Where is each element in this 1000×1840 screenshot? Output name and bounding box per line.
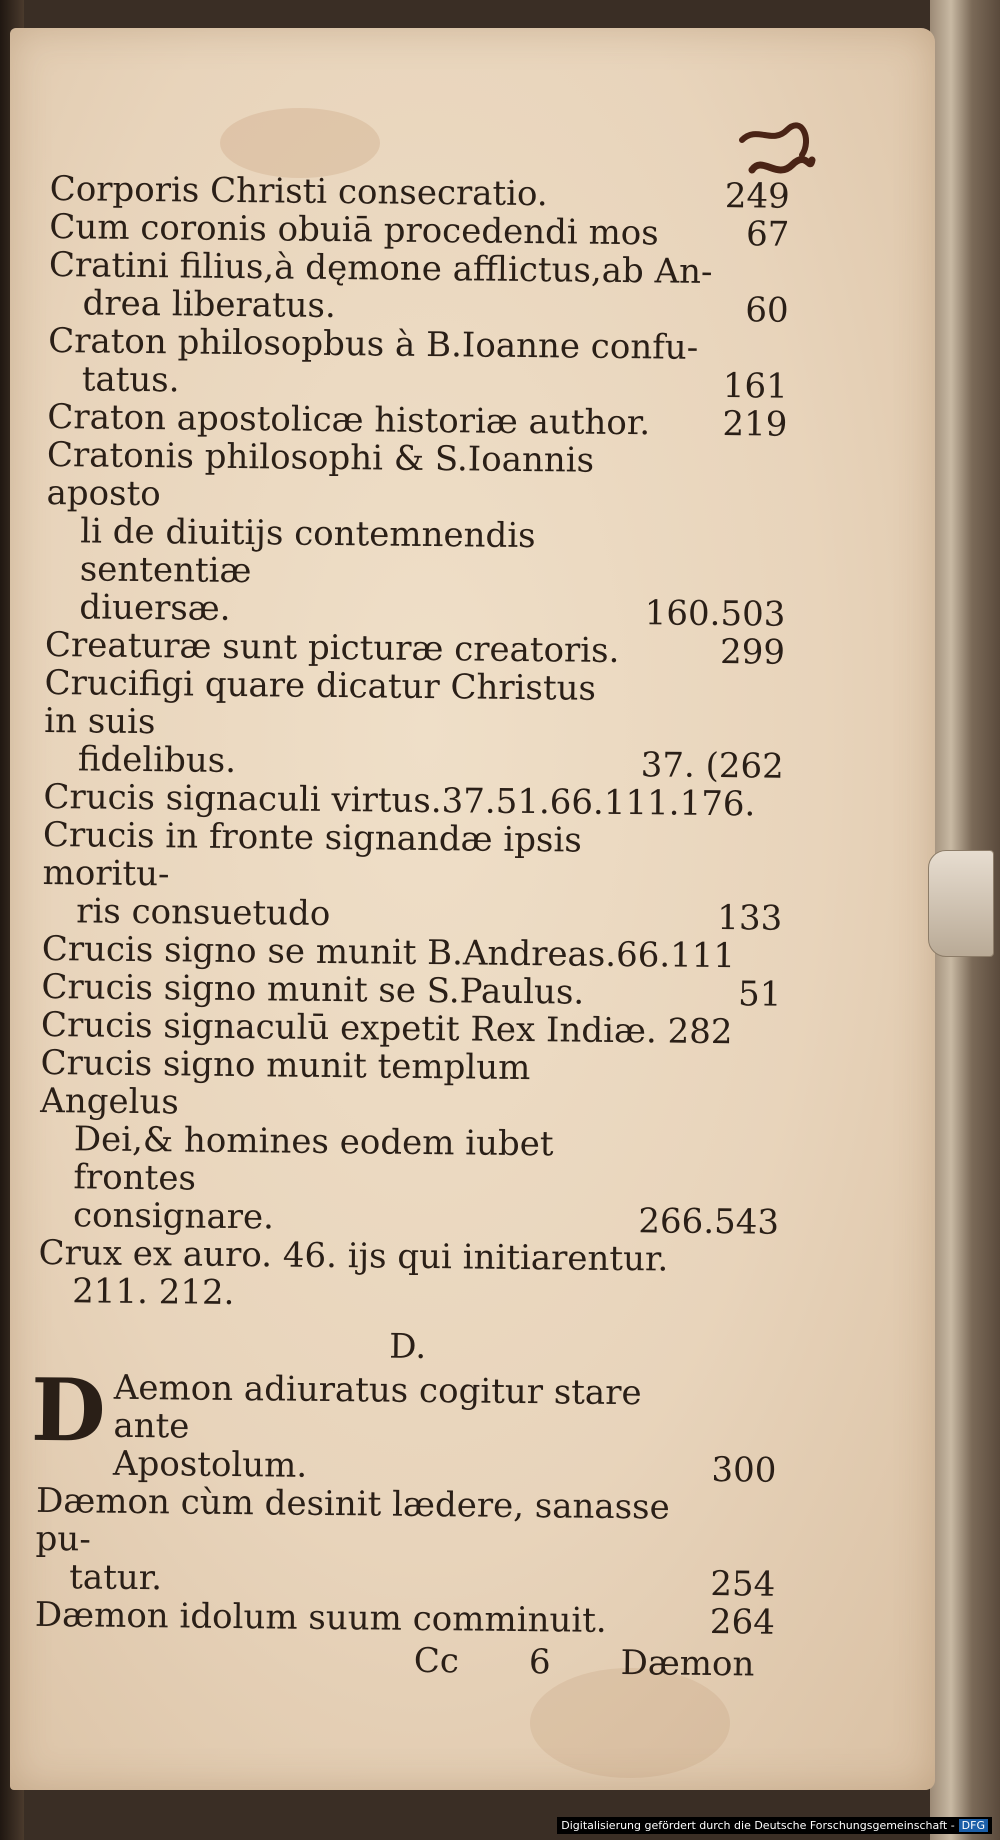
page-reference: 264 — [709, 1601, 776, 1643]
footer-signature: Cc — [413, 1640, 460, 1682]
entry-heading: Craton philosopbus à B.Ioanne confu- — [47, 320, 699, 368]
entry-heading: Crucis signo munit se S.Paulus. — [41, 966, 585, 1013]
entry-continuation: tatur. — [69, 1557, 163, 1599]
entry-heading: Crucis signaculū expetit Rex Indiæ. 282 — [40, 1004, 733, 1053]
page-reference: 160.503 — [644, 593, 786, 635]
page-reference: 37. (262 — [640, 745, 785, 787]
index-entry — [35, 1482, 776, 1604]
entry-heading: Crucifigi quare dicatur Christus in suis — [44, 662, 597, 743]
page-reference: 249 — [724, 176, 790, 217]
entry-heading: Cum coronis obuiā procedendi mos — [49, 206, 659, 254]
entry-continuation: fidelibus. — [77, 739, 237, 781]
drop-cap: D — [30, 1359, 107, 1462]
entry-heading: Cratonis philosophi & S.Ioannis aposto — [46, 434, 595, 515]
entry-heading: Creaturæ sunt picturæ creatoris. — [44, 624, 620, 671]
entry-continuation: drea liberatus. — [82, 283, 337, 326]
entry-continuation: Apostolum. — [112, 1443, 308, 1486]
section-letter: D. — [389, 1326, 427, 1368]
page-reference: 51 — [737, 974, 782, 1015]
entry-continuation: tatus. — [81, 359, 180, 401]
paper-stain — [530, 1668, 730, 1778]
index-entry — [39, 1044, 781, 1242]
entry-heading: Craton apostolicæ historiæ author. — [47, 396, 651, 444]
entry-heading: Cratini filius,à dęmone afflictus,ab An- — [48, 244, 713, 292]
entry-heading: Dæmon idolum suum comminuit. — [34, 1594, 607, 1641]
footer-number: 6 — [528, 1642, 551, 1683]
index-text — [30, 169, 790, 1685]
page-reference: 254 — [710, 1563, 776, 1605]
entry-heading: Crucis in fronte signandæ ipsis moritu- — [42, 814, 583, 895]
page-reference: 133 — [717, 898, 783, 939]
dfg-logo: DFG — [959, 1819, 988, 1832]
page-reference: 219 — [722, 404, 788, 445]
page-reference: 299 — [719, 632, 786, 673]
entry-heading: Crux ex auro. 46. ijs qui initiarentur. — [38, 1232, 669, 1280]
entry-heading: Crucis signo se munit B.Andreas.66.111 — [41, 928, 736, 977]
index-entry — [48, 246, 789, 330]
entry-heading: Dæmon cùm desinit lædere, sanasse pu- — [35, 1480, 670, 1560]
entry-continuation: diuersæ. — [79, 587, 231, 629]
page-reference: 300 — [711, 1449, 777, 1491]
credit-text: Digitalisierung gefördert durch die Deutsche Forschungsgemeinschaft - — [561, 1819, 955, 1832]
footer-catchword: Dæmon — [620, 1643, 755, 1685]
page-clip — [928, 850, 994, 957]
index-entry — [30, 1359, 777, 1491]
index-entry — [35, 1596, 775, 1642]
page-reference: 67 — [745, 214, 790, 255]
entry-heading: Corporis Christi consecratio. — [49, 169, 548, 215]
page-reference: 60 — [745, 290, 789, 331]
page-reference: 266.543 — [638, 1201, 780, 1243]
entry-heading: Aemon adiuratus cogitur stare ante — [113, 1367, 642, 1447]
page-footer — [34, 1638, 774, 1684]
index-entry — [42, 816, 783, 938]
index-entry — [45, 436, 787, 634]
index-entry — [48, 322, 789, 406]
entry-heading: Crucis signo munit templum Angelus — [40, 1042, 531, 1123]
paper-stain — [220, 108, 380, 178]
entry-continuation: 211. 212. — [72, 1271, 235, 1313]
digitization-credit — [557, 1817, 992, 1834]
entry-continuation: consignare. — [72, 1195, 275, 1238]
index-entry — [38, 1234, 779, 1318]
entry-continuation: Dei,& homines eodem iubet frontes — [73, 1119, 554, 1199]
index-entry — [44, 664, 785, 786]
page-reference: 161 — [722, 366, 788, 407]
entry-continuation: ris consuetudo — [76, 891, 331, 934]
entry-continuation: li de diuitijs contemnendis sententiæ — [79, 511, 536, 592]
entry-heading: Crucis signaculi virtus.37.51.66.111.176. — [43, 776, 756, 825]
